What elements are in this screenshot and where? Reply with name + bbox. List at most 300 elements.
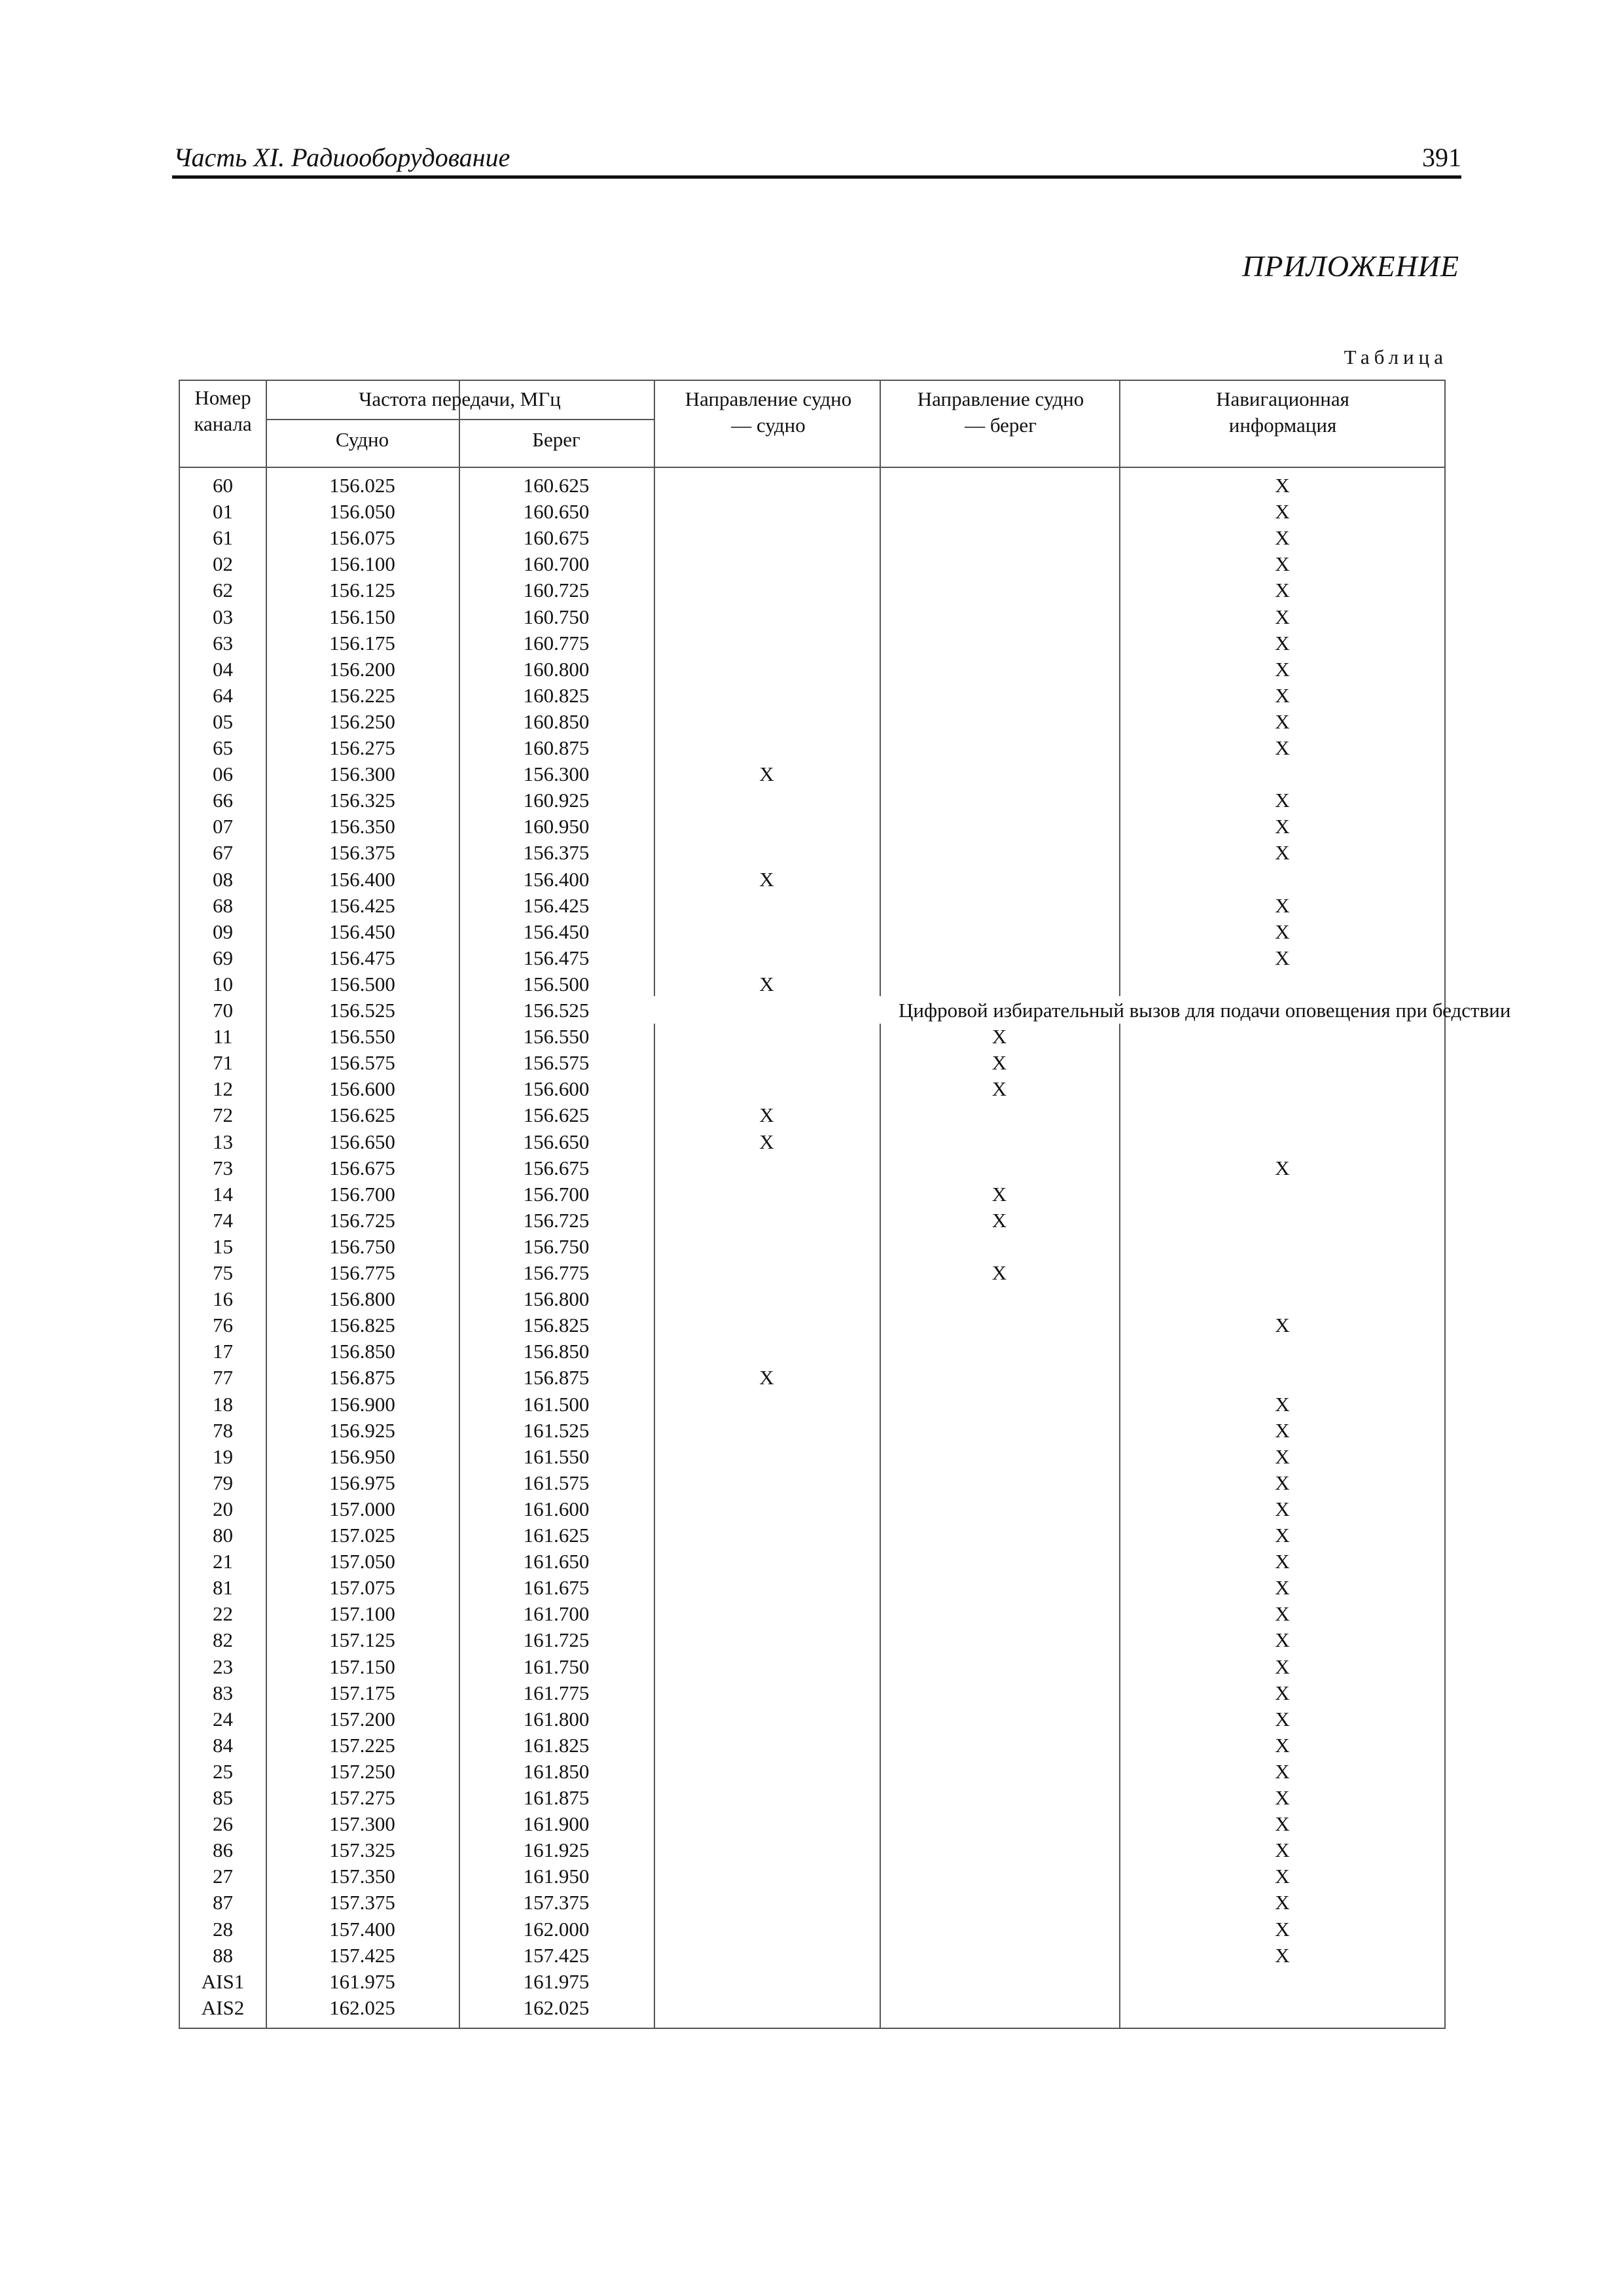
cell-shore-freq: 161.900 [523,1812,590,1835]
cell-shore-freq: 160.925 [523,789,590,812]
cell-ship-shore: X [991,1209,1007,1232]
cell-channel: 66 [213,789,233,812]
cell-channel: 75 [213,1261,233,1284]
cell-channel: 69 [213,946,233,969]
cell-channel: 24 [213,1708,233,1731]
cell-channel: 87 [213,1891,233,1914]
cell-shore-freq: 156.625 [523,1103,590,1126]
cell-nav-info [1119,1234,1446,1260]
cell-shore-freq: 161.550 [523,1445,590,1468]
running-title: Часть XI. Радиооборудование [173,143,510,172]
cell-ship-shore [880,1338,1119,1365]
cell-ship-ship [654,1601,880,1627]
cell-shore-freq: 160.875 [523,736,590,759]
cell-shore-freq: 160.750 [523,605,590,628]
cell-ship-ship [654,1496,880,1522]
cell-ship-freq: 157.300 [329,1812,395,1835]
cell-channel: 14 [213,1183,233,1206]
cell-shore-freq: 161.500 [523,1393,590,1416]
table-label: Таблица [1344,346,1448,368]
cell-ship-shore [880,1732,1119,1759]
cell-ship-freq: 156.575 [329,1051,395,1074]
cell-ship-ship [654,1680,880,1706]
cell-nav-info [1119,1260,1446,1286]
cell-ship-shore [880,814,1119,840]
cell-ship-freq: 156.325 [329,789,395,812]
cell-nav-info: X [1275,1812,1290,1835]
cell-ship-freq: 156.675 [329,1157,395,1179]
hdr-nav-info: Навигационная информация [1216,387,1349,437]
cell-ship-freq: 157.150 [329,1655,395,1678]
cell-channel: 06 [213,762,233,785]
cell-ship-freq: 156.225 [329,684,395,707]
cell-ship-shore [880,1470,1119,1496]
cell-ship-shore [880,1943,1119,1969]
cell-ship-shore [880,1522,1119,1549]
hdr-channel: Номер канала [194,386,252,435]
cell-shore-freq: 156.675 [523,1157,590,1179]
cell-ship-ship [654,1706,880,1732]
cell-channel: 76 [213,1314,233,1336]
cell-channel: 80 [213,1524,233,1547]
cell-ship-freq: 157.400 [329,1918,395,1941]
cell-shore-freq: 161.700 [523,1602,590,1625]
cell-ship-shore [880,867,1119,893]
cell-ship-freq: 157.275 [329,1786,395,1809]
cell-channel: 83 [213,1681,233,1704]
cell-channel: 61 [213,526,233,549]
cell-nav-info: X [1275,552,1290,575]
hdr-frequency: Частота передачи, МГц [359,387,561,410]
cell-channel: 74 [213,1209,233,1232]
cell-ship-freq: 157.250 [329,1760,395,1783]
cell-ship-shore [880,525,1119,551]
cell-nav-info [1119,971,1446,997]
cell-ship-freq: 156.350 [329,815,395,838]
cell-channel: AIS2 [201,1996,245,2019]
cell-shore-freq: 156.400 [523,868,590,891]
cell-nav-info [1119,1076,1446,1102]
cell-ship-ship [654,1654,880,1680]
cell-ship-freq: 156.475 [329,946,395,969]
cell-channel: 13 [213,1130,233,1153]
cell-ship-freq: 156.975 [329,1471,395,1494]
cell-ship-shore: X [991,1261,1007,1284]
cell-ship-shore [880,1811,1119,1837]
cell-channel: 82 [213,1628,233,1651]
cell-ship-freq: 156.550 [329,1025,395,1048]
cell-shore-freq: 156.600 [523,1077,590,1100]
cell-nav-info [1119,1050,1446,1076]
cell-ship-freq: 156.025 [329,474,395,497]
cell-ship-ship [654,1286,880,1312]
cell-ship-ship [654,1943,880,1969]
cell-ship-ship [654,814,880,840]
cell-shore-freq: 162.000 [523,1918,590,1941]
cell-ship-freq: 156.650 [329,1130,395,1153]
cell-ship-freq: 162.025 [329,1996,395,2019]
cell-ship-freq: 156.200 [329,658,395,681]
cell-channel: 70 [213,999,233,1022]
cell-shore-freq: 156.650 [523,1130,590,1153]
cell-ship-shore: X [991,1025,1007,1048]
cell-shore-freq: 161.825 [523,1734,590,1757]
cell-channel: 71 [213,1051,233,1074]
cell-channel: 64 [213,684,233,707]
cell-ship-shore [880,1286,1119,1312]
cell-ship-shore [880,551,1119,577]
cell-ship-shore [880,499,1119,525]
cell-ship-ship [654,1208,880,1234]
cell-shore-freq: 156.375 [523,841,590,864]
cell-ship-freq: 157.425 [329,1944,395,1967]
cell-nav-info: X [1275,1760,1290,1783]
cell-shore-freq: 157.425 [523,1944,590,1967]
cell-ship-shore [880,1863,1119,1890]
cell-shore-freq: 156.700 [523,1183,590,1206]
cell-ship-freq: 156.275 [329,736,395,759]
cell-channel: 17 [213,1340,233,1363]
cell-ship-ship [654,499,880,525]
cell-shore-freq: 161.600 [523,1498,590,1520]
cell-ship-ship [654,577,880,603]
cell-channel: 60 [213,474,233,497]
cell-ship-shore [880,656,1119,683]
cell-ship-shore [880,893,1119,919]
cell-ship-ship [654,893,880,919]
cell-nav-info: X [1275,1471,1290,1494]
page-number: 391 [1422,143,1461,172]
cell-ship-shore [880,1444,1119,1470]
hdr-shore: Берег [532,428,580,451]
cell-ship-ship [654,1837,880,1863]
cell-ship-freq: 157.375 [329,1891,395,1914]
cell-ship-freq: 156.375 [329,841,395,864]
cell-ship-ship [654,787,880,814]
cell-ship-shore [880,1102,1119,1128]
cell-ship-ship [654,840,880,866]
cell-ship-ship: X [759,973,774,996]
hdr-ship-shore: Направление судно — берег [917,387,1084,437]
cell-ship-ship [654,656,880,683]
cell-ship-shore [880,683,1119,709]
cell-ship-ship [654,1050,880,1076]
cell-ship-shore [880,604,1119,630]
cell-nav-info [1119,1286,1446,1312]
cell-nav-info: X [1275,1602,1290,1625]
cell-ship-freq: 156.900 [329,1393,395,1416]
cell-ship-ship [654,525,880,551]
cell-ship-shore [880,1916,1119,1943]
cell-ship-shore [880,1759,1119,1785]
cell-shore-freq: 160.850 [523,710,590,733]
cell-channel: 04 [213,658,233,681]
cell-channel: 65 [213,736,233,759]
cell-shore-freq: 160.625 [523,474,590,497]
cell-ship-shore [880,1575,1119,1601]
cell-shore-freq: 161.800 [523,1708,590,1731]
cell-ship-freq: 156.175 [329,632,395,655]
cell-ship-ship [654,1418,880,1444]
cell-shore-freq: 161.950 [523,1865,590,1888]
cell-ship-shore [880,971,1119,997]
cell-shore-freq: 161.725 [523,1628,590,1651]
cell-ship-freq: 156.750 [329,1235,395,1258]
cell-ship-freq: 157.350 [329,1865,395,1888]
cell-nav-info [1119,1024,1446,1050]
cell-ship-ship: X [759,1130,774,1153]
cell-shore-freq: 156.875 [523,1366,590,1389]
cell-nav-info [1119,1969,1446,1995]
dsc-distress-note: Цифровой избирательный вызов для подачи оповещения при бедствии [899,999,1511,1022]
cell-channel: 16 [213,1287,233,1310]
cell-ship-shore [880,787,1119,814]
cell-nav-info: X [1275,1655,1290,1678]
cell-channel: 78 [213,1419,233,1442]
cell-ship-ship [654,1732,880,1759]
cell-ship-ship [654,1312,880,1338]
cell-nav-info [1119,1208,1446,1234]
cell-shore-freq: 161.875 [523,1786,590,1809]
cell-shore-freq: 156.300 [523,762,590,785]
cell-nav-info: X [1275,684,1290,707]
cell-shore-freq: 156.750 [523,1235,590,1258]
cell-shore-freq: 156.425 [523,894,590,917]
cell-ship-shore [880,1890,1119,1916]
cell-ship-freq: 156.825 [329,1314,395,1336]
cell-shore-freq: 162.025 [523,1996,590,2019]
cell-ship-shore [880,1155,1119,1181]
cell-ship-ship [654,1444,880,1470]
cell-shore-freq: 160.800 [523,658,590,681]
cell-ship-freq: 156.625 [329,1103,395,1126]
cell-ship-freq: 157.325 [329,1839,395,1861]
cell-ship-ship [654,1995,880,2021]
cell-ship-freq: 156.525 [329,999,395,1022]
cell-channel: 63 [213,632,233,655]
cell-ship-freq: 157.000 [329,1498,395,1520]
cell-channel: 88 [213,1944,233,1967]
cell-channel: 67 [213,841,233,864]
cell-ship-shore [880,1706,1119,1732]
cell-ship-ship [654,709,880,735]
cell-ship-freq: 157.025 [329,1524,395,1547]
channel-table [179,380,1511,2029]
cell-ship-ship [654,1785,880,1811]
cell-ship-ship [654,1024,880,1050]
cell-nav-info: X [1275,894,1290,917]
cell-shore-freq: 161.675 [523,1576,590,1599]
cell-channel: AIS1 [201,1970,245,1993]
cell-nav-info: X [1275,579,1290,601]
cell-ship-freq: 156.425 [329,894,395,917]
cell-nav-info: X [1275,920,1290,943]
cell-shore-freq: 161.650 [523,1550,590,1573]
cell-channel: 09 [213,920,233,943]
cell-nav-info [1119,1129,1446,1155]
cell-ship-shore [880,919,1119,945]
cell-ship-ship [654,735,880,761]
cell-shore-freq: 156.450 [523,920,590,943]
cell-channel: 86 [213,1839,233,1861]
freq-subheader-rule [266,419,654,420]
cell-shore-freq: 160.700 [523,552,590,575]
cell-ship-ship: X [759,1366,774,1389]
cell-ship-freq: 157.075 [329,1576,395,1599]
cell-nav-info [1119,761,1446,787]
cell-shore-freq: 161.850 [523,1760,590,1783]
cell-shore-freq: 160.825 [523,684,590,707]
cell-channel: 05 [213,710,233,733]
cell-nav-info [1119,1995,1446,2021]
cell-ship-freq: 156.775 [329,1261,395,1284]
cell-ship-freq: 156.600 [329,1077,395,1100]
cell-ship-ship [654,1391,880,1418]
cell-ship-shore [880,840,1119,866]
header-rule [172,175,1461,179]
cell-ship-freq: 156.300 [329,762,395,785]
cell-ship-ship: X [759,1103,774,1126]
cell-ship-freq: 156.800 [329,1287,395,1310]
cell-nav-info: X [1275,1419,1290,1442]
cell-channel: 03 [213,605,233,628]
cell-ship-freq: 156.250 [329,710,395,733]
cell-channel: 10 [213,973,233,996]
cell-nav-info: X [1275,710,1290,733]
cell-ship-shore [880,1129,1119,1155]
cell-channel: 18 [213,1393,233,1416]
cell-channel: 77 [213,1366,233,1389]
cell-shore-freq: 156.825 [523,1314,590,1336]
cell-ship-ship: X [759,868,774,891]
cell-ship-ship [654,1234,880,1260]
cell-ship-ship [654,1338,880,1365]
cell-shore-freq: 160.650 [523,500,590,523]
cell-nav-info: X [1275,658,1290,681]
cell-ship-freq: 157.050 [329,1550,395,1573]
cell-ship-freq: 156.875 [329,1366,395,1389]
cell-ship-shore [880,1312,1119,1338]
cell-ship-ship [654,473,880,499]
cell-shore-freq: 161.975 [523,1970,590,1993]
cell-channel: 72 [213,1103,233,1126]
cell-ship-freq: 156.700 [329,1183,395,1206]
cell-ship-shore [880,1365,1119,1391]
cell-nav-info: X [1275,500,1290,523]
cell-nav-info [1119,1102,1446,1128]
cell-nav-info: X [1275,1314,1290,1336]
cell-nav-info: X [1275,1576,1290,1599]
cell-channel: 25 [213,1760,233,1783]
cell-ship-freq: 156.850 [329,1340,395,1363]
cell-ship-freq: 156.500 [329,973,395,996]
cell-shore-freq: 156.475 [523,946,590,969]
cell-nav-info: X [1275,1393,1290,1416]
cell-ship-ship [654,1470,880,1496]
cell-ship-freq: 156.950 [329,1445,395,1468]
cell-channel: 19 [213,1445,233,1468]
cell-shore-freq: 157.375 [523,1891,590,1914]
cell-ship-shore [880,945,1119,971]
cell-nav-info: X [1275,1524,1290,1547]
hdr-ship: Судно [335,428,389,451]
header-bottom-rule [180,467,1444,468]
cell-nav-info: X [1275,789,1290,812]
cell-nav-info [1119,1338,1446,1365]
cell-ship-ship [654,919,880,945]
cell-ship-freq: 156.075 [329,526,395,549]
cell-shore-freq: 156.800 [523,1287,590,1310]
cell-shore-freq: 156.725 [523,1209,590,1232]
cell-channel: 07 [213,815,233,838]
cell-ship-shore [880,1627,1119,1653]
cell-shore-freq: 156.525 [523,999,590,1022]
cell-channel: 28 [213,1918,233,1941]
cell-channel: 27 [213,1865,233,1888]
cell-ship-freq: 157.175 [329,1681,395,1704]
cell-ship-shore [880,709,1119,735]
running-header [172,139,1461,180]
cell-ship-shore [880,1391,1119,1418]
cell-ship-ship [654,1759,880,1785]
cell-ship-ship [654,1575,880,1601]
cell-shore-freq: 161.525 [523,1419,590,1442]
cell-ship-shore [880,473,1119,499]
cell-ship-freq: 157.225 [329,1734,395,1757]
cell-nav-info: X [1275,736,1290,759]
cell-nav-info: X [1275,946,1290,969]
cell-nav-info: X [1275,1865,1290,1888]
cell-nav-info: X [1275,841,1290,864]
cell-channel: 20 [213,1498,233,1520]
cell-ship-ship [654,683,880,709]
cell-ship-shore [880,1680,1119,1706]
cell-ship-ship [654,1890,880,1916]
cell-ship-ship [654,1155,880,1181]
cell-ship-freq: 156.725 [329,1209,395,1232]
cell-ship-ship [654,1260,880,1286]
cell-shore-freq: 161.925 [523,1839,590,1861]
cell-ship-shore [880,735,1119,761]
cell-ship-shore [880,1837,1119,1863]
cell-ship-shore [880,1549,1119,1575]
cell-channel: 84 [213,1734,233,1757]
cell-ship-shore: X [991,1051,1007,1074]
cell-nav-info: X [1275,605,1290,628]
cell-ship-shore [880,1995,1119,2021]
cell-channel: 73 [213,1157,233,1179]
cell-shore-freq: 161.575 [523,1471,590,1494]
cell-channel: 01 [213,500,233,523]
cell-nav-info: X [1275,1839,1290,1861]
cell-ship-ship [654,945,880,971]
cell-shore-freq: 160.950 [523,815,590,838]
cell-ship-ship [654,1549,880,1575]
cell-shore-freq: 160.775 [523,632,590,655]
cell-ship-ship [654,551,880,577]
cell-ship-freq: 156.925 [329,1419,395,1442]
cell-nav-info: X [1275,474,1290,497]
cell-nav-info: X [1275,1786,1290,1809]
cell-shore-freq: 156.775 [523,1261,590,1284]
cell-shore-freq: 160.725 [523,579,590,601]
cell-ship-freq: 157.200 [329,1708,395,1731]
cell-channel: 08 [213,868,233,891]
cell-ship-shore [880,761,1119,787]
cell-ship-ship [654,1916,880,1943]
cell-shore-freq: 156.500 [523,973,590,996]
cell-ship-freq: 156.400 [329,868,395,891]
